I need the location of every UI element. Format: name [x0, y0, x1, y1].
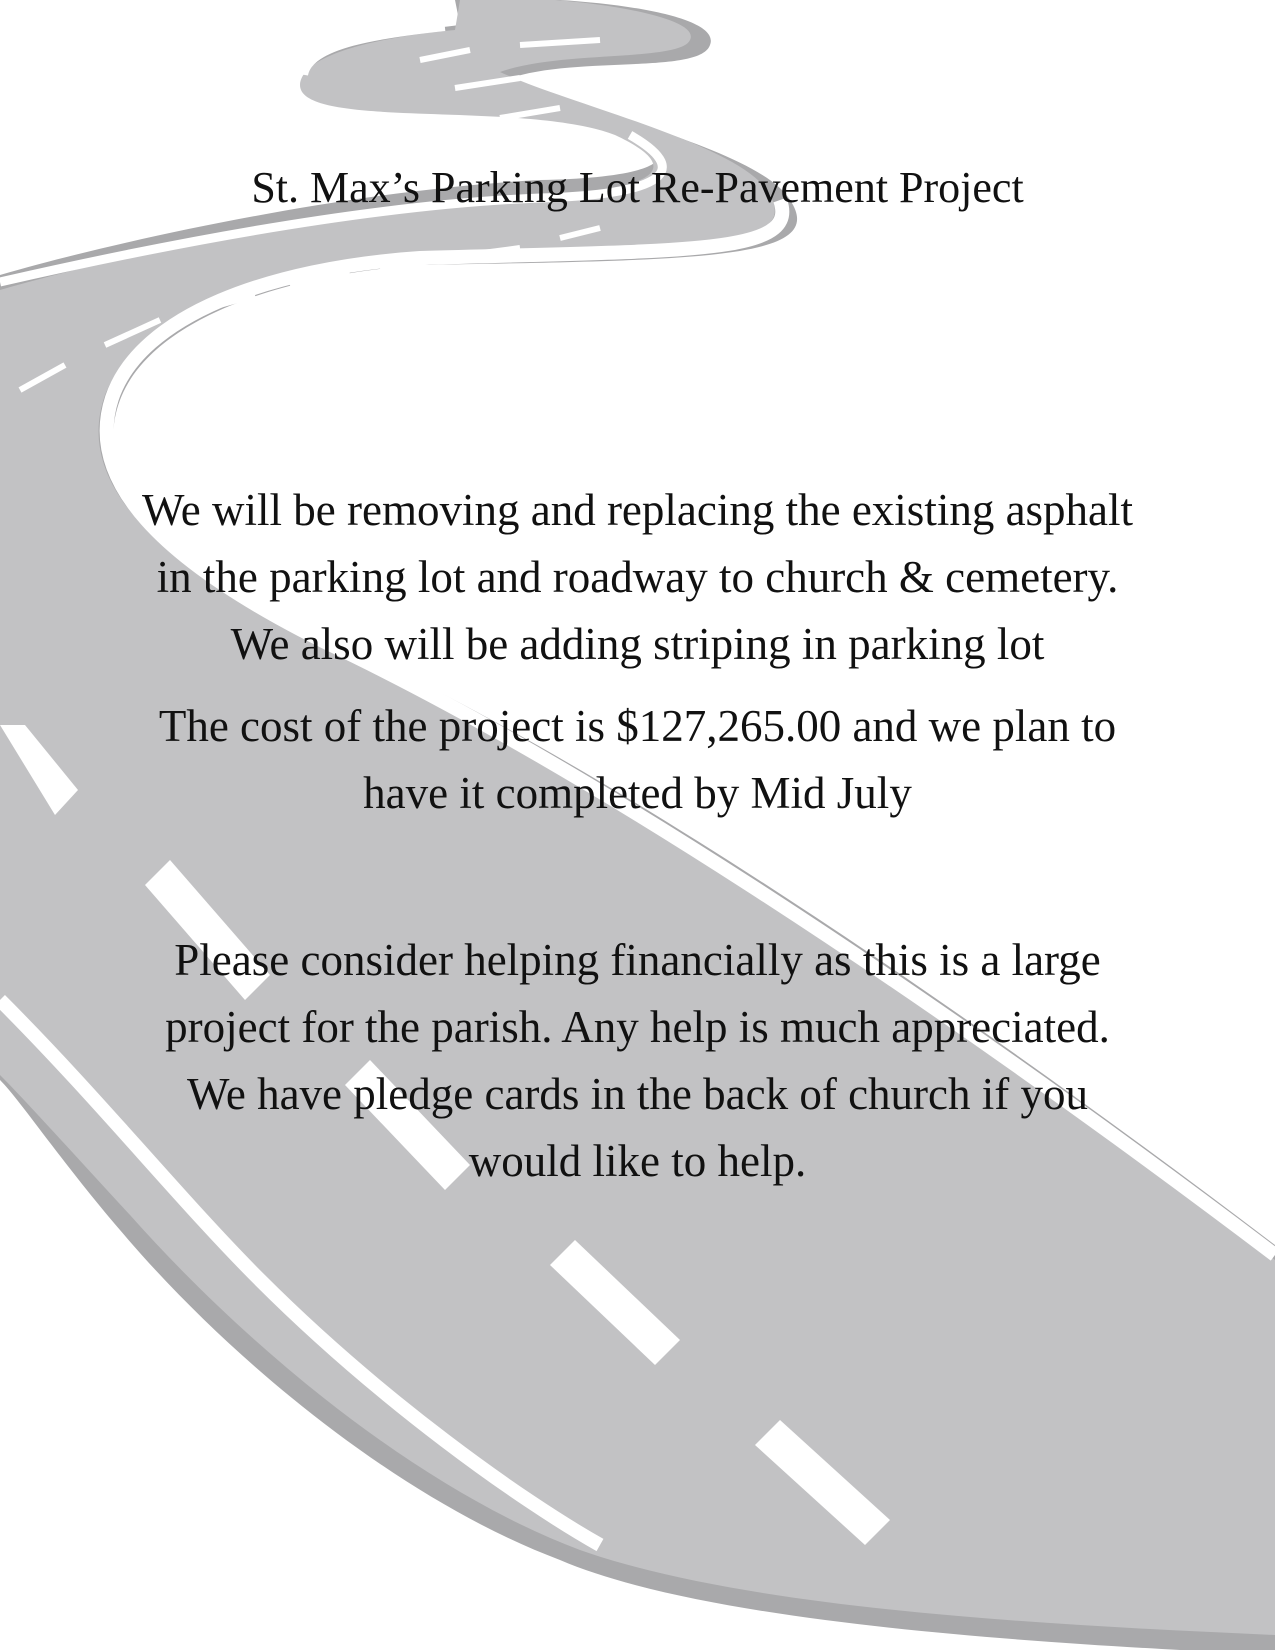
paragraph-3-line-1: Please consider helping financially as this is a large [174, 935, 1101, 985]
paragraph-1-line-3: We also will be adding striping in parking lot [230, 619, 1045, 669]
paragraph-3-line-4: would like to help. [468, 1136, 807, 1186]
paragraph-3-line-2: project for the parish. Any help is much appreciated. [165, 1002, 1110, 1052]
paragraph-2-line-1: The cost of the project is $127,265.00 and we plan to [158, 701, 1117, 751]
page-title: St. Max’s Parking Lot Re-Pavement Project [251, 163, 1024, 212]
paragraph-2-line-2: have it completed by Mid July [363, 768, 912, 818]
paragraph-1-line-1: We will be removing and replacing the existing asphalt [141, 485, 1134, 535]
paragraph-1-line-2: in the parking lot and roadway to church & cemetery. [156, 552, 1119, 602]
paragraph-3-line-3: We have pledge cards in the back of church if you [186, 1069, 1088, 1119]
